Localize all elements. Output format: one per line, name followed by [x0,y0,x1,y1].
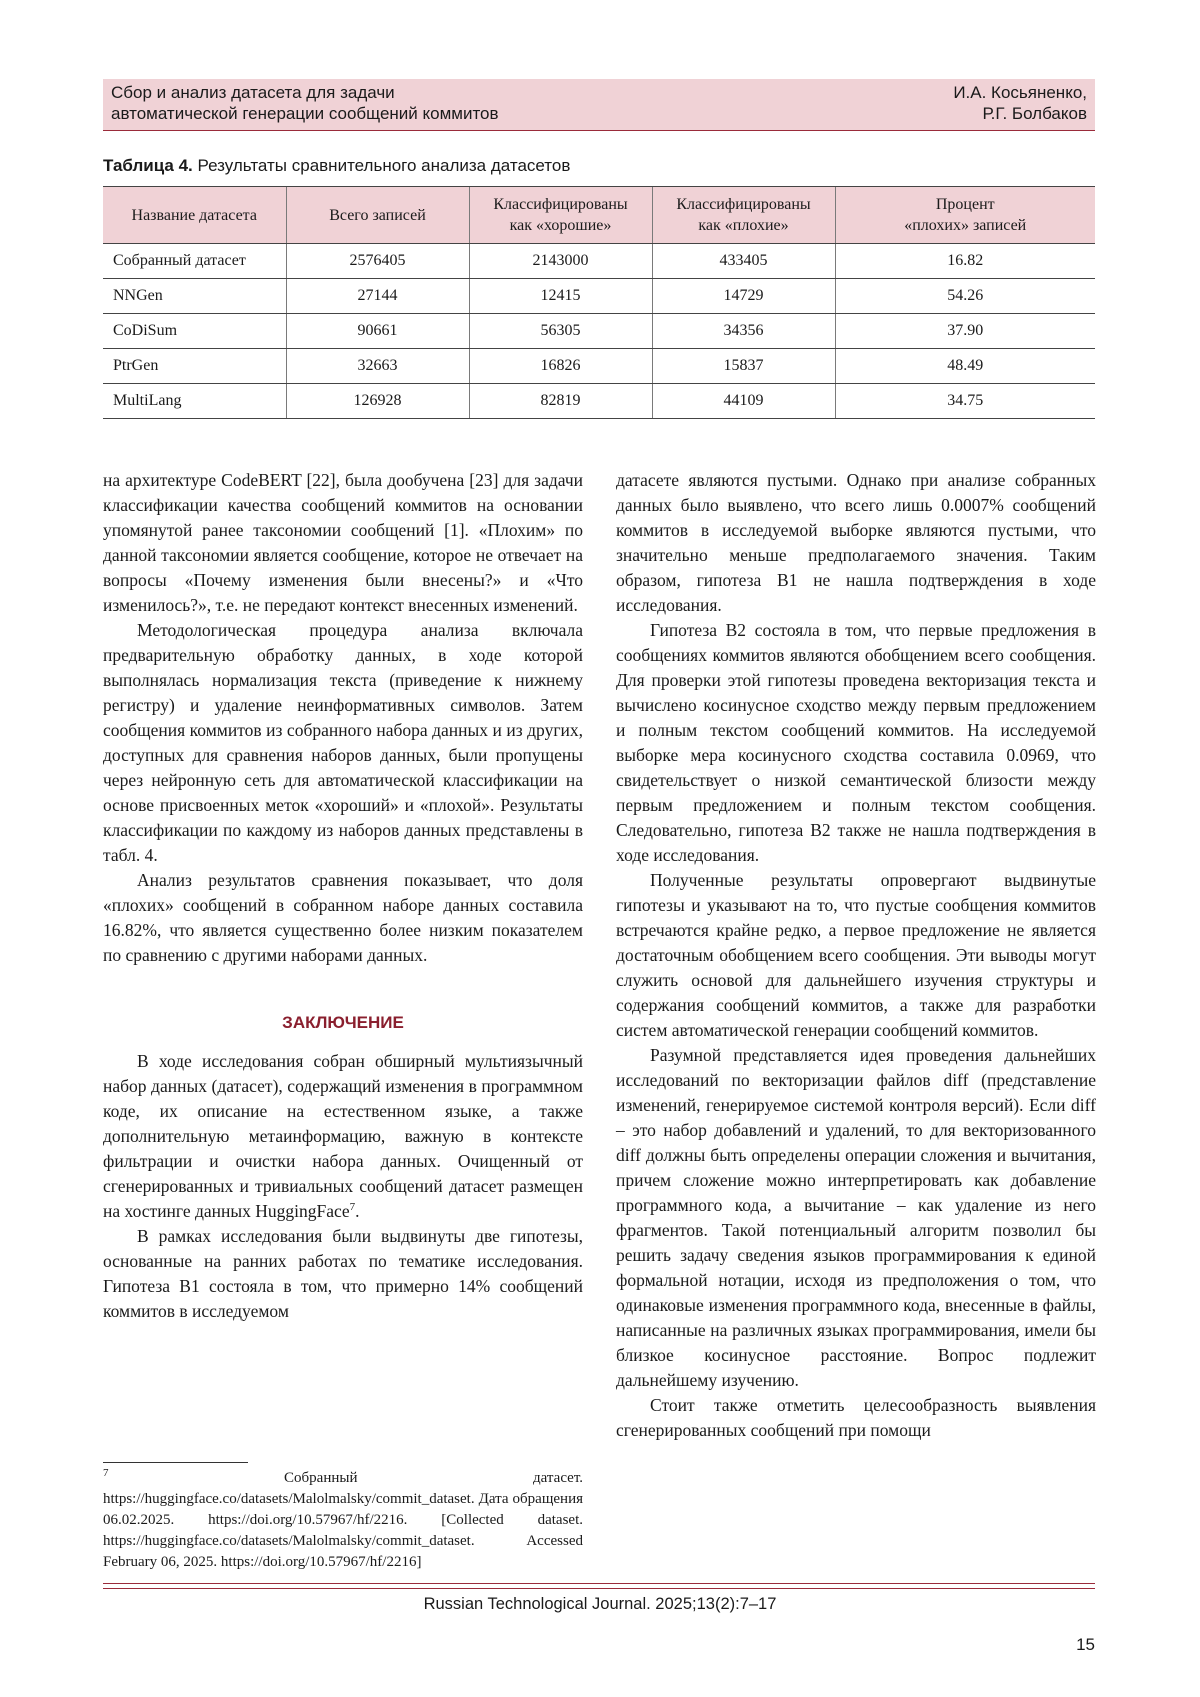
section-heading: ЗАКЛЮЧЕНИЕ [282,1013,404,1032]
table-row [103,244,1095,279]
header-cell: Классифицированы как «хорошие» [469,187,652,244]
footnote: $^7$ Собранный датасет. https://huggingface.co/datasets/Malolmalsky/commit_dataset. Дата обращения 06.02.2025. https://doi.org/10.57967/hf/2216. [Collected dataset. https://huggingface.co/datasets/Malolmalsky/commit_dataset. Accessed February 06, 2025. https://doi.org/10.57967/hf/2216] [103,1467,583,1570]
footer-rule [103,1588,1095,1589]
table-cell: 12415 [469,279,652,314]
table-caption: Таблица 4. Результаты сравнительного анализа датасетов [103,156,571,175]
journal-citation: Russian Technological Journal. 2025;13(2):7–17 [423,1595,777,1613]
table-cell: NNGen [103,279,286,314]
table-cell: 126928 [286,384,469,419]
results-table [103,186,1095,419]
running-header [103,79,1095,131]
footnote-divider [103,1462,248,1463]
table-cell: 48.49 [835,349,1095,384]
table-cell: 16.82 [835,244,1095,279]
table-cell: 37.90 [835,314,1095,349]
page-number: 15 [1076,1635,1095,1654]
table-cell: 90661 [286,314,469,349]
paragraph: Полученные результаты опровергают выдвинутые гипотезы и указывают на то, что пустые сообщения коммитов встречаются крайне редко, а первое предложение не является достаточным обобщением всего сообщения. Эти выводы могут служить основой для дальнейшего изучения структуры и содержания сообщений коммитов, а также для разработки систем автоматической генерации сообщений коммитов. [616,870,1096,1040]
table-cell: 56305 [469,314,652,349]
table-row [103,384,1095,419]
table-cell: 32663 [286,349,469,384]
header-authors: И.А. Косьяненко, Р.Г. Болбаков [953,83,1087,123]
paragraph: Разумной представляется идея проведения дальнейших исследований по векторизации файлов diff (представление изменений, генерируемое системой контроля версий). Если diff – это набор добавлений и удалений, то для векторизованного diff должны быть определены операции сложения и вычитания, причем сложение можно интерпретировать как добавление программного кода, а вычитание – как удаление из него фрагментов. Такой потенциальный алгоритм позволил бы решить задачу сведения языков программирования к единой формальной нотации, исходя из предположения о том, что одинаковые изменения программного кода, внесенные в файлы, написанные на различных языках программирования, имели бы близкое косинусное расстояние. Вопрос подлежит дальнейшему изучению. [616,1045,1096,1390]
footnote-ref: 7 [349,1201,356,1214]
header-cell: Название датасета [103,187,286,244]
table-cell: Собранный датасет [103,244,286,279]
right-column [616,468,1096,1443]
table-row [103,349,1095,384]
table-cell: PtrGen [103,349,286,384]
table-cell: 15837 [652,349,835,384]
table-cell: 16826 [469,349,652,384]
left-column [103,468,583,1324]
header-cell: Всего записей [286,187,469,244]
paragraph: Анализ результатов сравнения показывает, что доля «плохих» сообщений в собранном наборе данных составила 16.82%, что является существенно более низким показателем по сравнению с другими наборами данных. [103,870,583,965]
table-cell: 82819 [469,384,652,419]
table-cell: MultiLang [103,384,286,419]
paragraph: датасете являются пустыми. Однако при анализе собранных данных было выявлено, что всего лишь 0.0007% сообщений коммитов в исследуемой выборке являются пустыми, что значительно меньше предполагаемого значения. Таким образом, гипотеза B1 не нашла подтверждения в ходе исследования. [616,470,1096,615]
table-cell: CoDiSum [103,314,286,349]
paragraph: Гипотеза B2 состояла в том, что первые предложения в сообщениях коммитов являются обобщением всего сообщения. Для проверки этой гипотезы проведена векторизация текста и вычислено косинусное сходство между первым предложением и полным текстом сообщений коммитов. На исследуемой выборке мера косинусного сходства составила 0.0969, что свидетельствует о низкой семантической близости между первым предложением и полным текстом сообщения. Следовательно, гипотеза B2 также не нашла подтверждения в ходе исследования. [616,620,1096,865]
table-cell: 54.26 [835,279,1095,314]
footer-rule [103,1583,1095,1584]
header-cell: Классифицированы как «плохие» [652,187,835,244]
paragraph: на архитектуре CodeBERT [22], была дообучена [23] для задачи классификации качества сообщений коммитов на основании упомянутой ранее таксономии сообщений [1]. «Плохим» по данной таксономии является сообщение, которое не отвечает на вопросы «Почему изменения были внесены?» и «Что изменилось?», т.е. не передают контекст внесенных изменений. [103,470,583,615]
table-cell: 44109 [652,384,835,419]
paragraph: В рамках исследования были выдвинуты две гипотезы, основанные на ранних работах по тематике исследования. Гипотеза B1 состояла в том, что примерно 14% сообщений коммитов в исследуемом [103,1226,583,1321]
table-row [103,314,1095,349]
table-cell: 2576405 [286,244,469,279]
table-header-row [103,187,1095,244]
table-cell: 34.75 [835,384,1095,419]
header-cell: Процент «плохих» записей [835,187,1095,244]
table-cell: 34356 [652,314,835,349]
paragraph: Методологическая процедура анализа включала предварительную обработку данных, в ходе которой выполнялась нормализация текста (приведение к нижнему регистру) и удаление неинформативных символов. Затем сообщения коммитов из собранного набора данных и из других, доступных для сравнения наборов данных, были пропущены через нейронную сеть для автоматической классификации на основе присвоенных меток «хороший» и «плохой». Результаты классификации по каждому из наборов данных представлены в табл. 4. [103,620,583,865]
table-cell: 2143000 [469,244,652,279]
table-row [103,279,1095,314]
paragraph: В ходе исследования собран обширный мультиязычный набор данных (датасет), содержащий изменения в программном коде, их описание на естественном языке, а также дополнительную метаинформацию, важную в контексте фильтрации и очистки набора данных. Очищенный от сгенерированных и тривиальных сообщений датасет размещен на хостинге данных HuggingFace$^7$. [103,1051,583,1221]
header-title: Сбор и анализ датасета для задачи автоматической генерации сообщений коммитов [111,83,499,123]
paragraph: Стоит также отметить целесообразность выявления сгенерированных сообщений при помощи [616,1395,1096,1440]
table-cell: 27144 [286,279,469,314]
table-cell: 14729 [652,279,835,314]
table-cell: 433405 [652,244,835,279]
